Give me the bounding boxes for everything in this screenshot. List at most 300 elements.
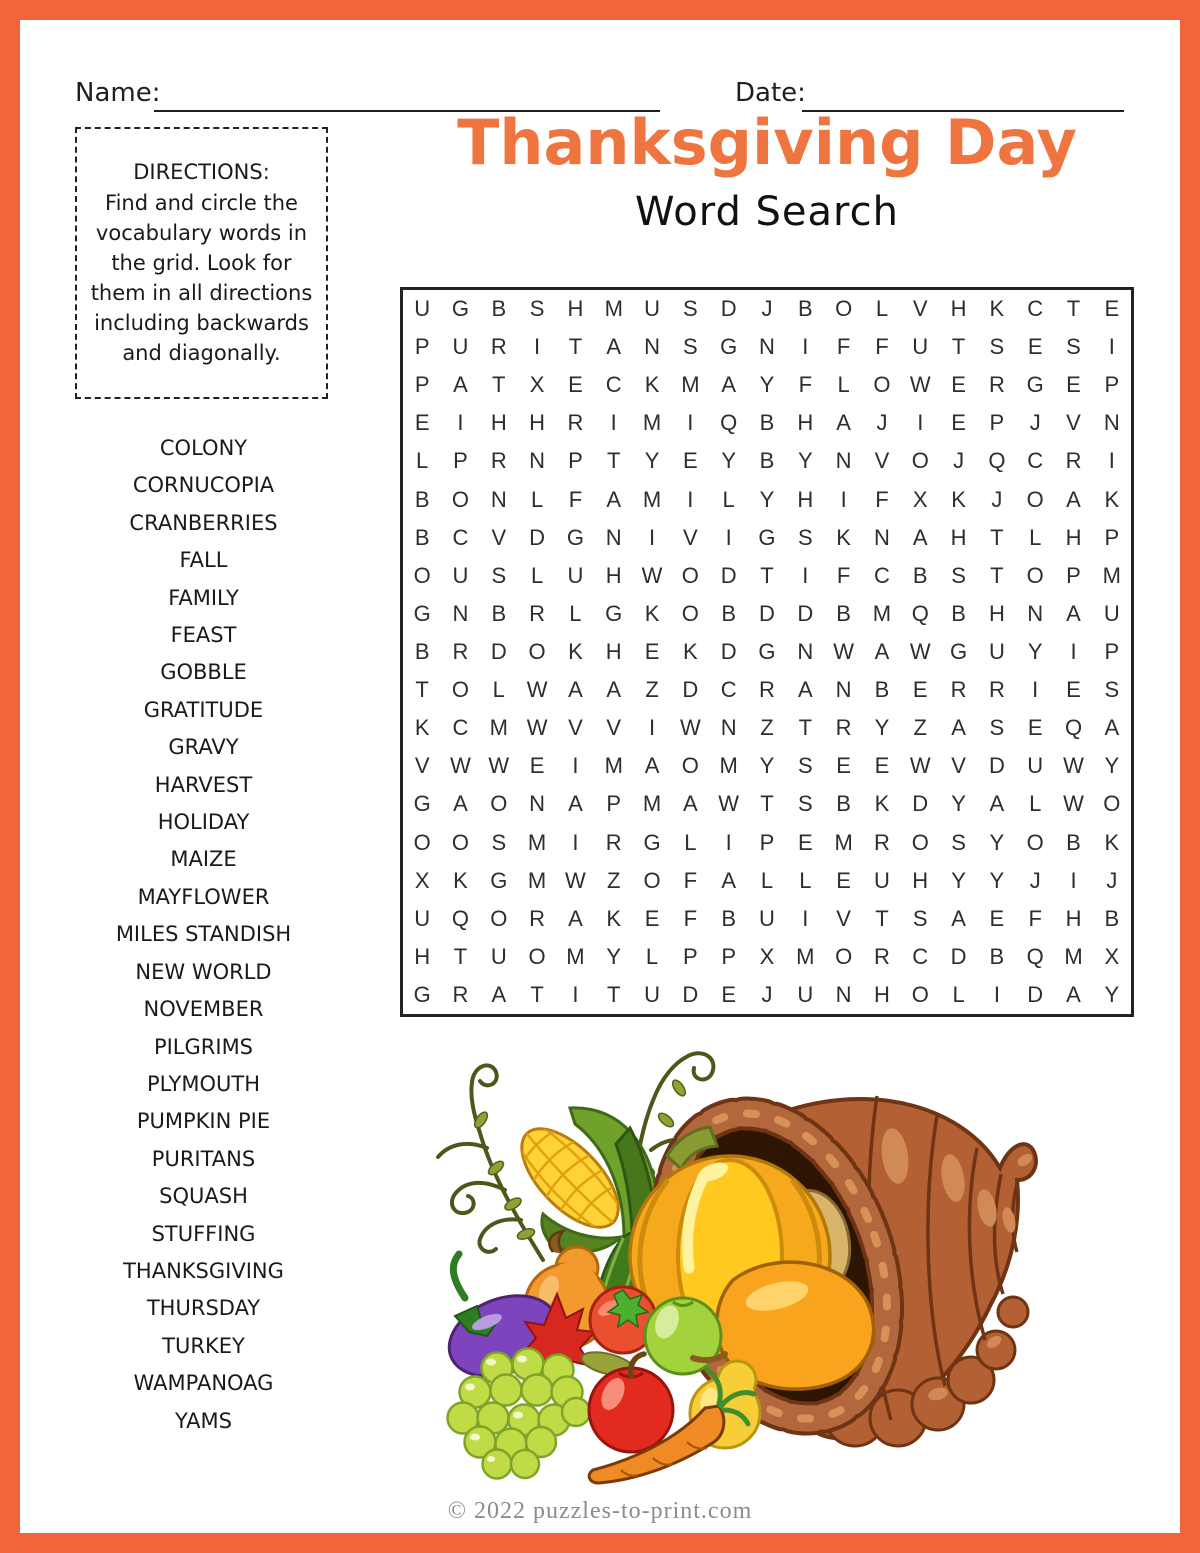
grid-cell: O — [873, 372, 891, 398]
word-list-item: THANKSGIVING — [123, 1258, 284, 1283]
grid-cell: R — [950, 677, 967, 703]
grid-cell: H — [912, 867, 929, 893]
grid-cell: S — [989, 334, 1005, 360]
grid-cell: M — [489, 715, 508, 741]
grid-cell: S — [683, 296, 698, 322]
grid-cell: M — [566, 943, 585, 969]
grid-cell: J — [1106, 867, 1118, 893]
grid-cell: P — [759, 829, 775, 855]
grid-cell: T — [530, 981, 544, 1007]
grid-cell: R — [452, 638, 469, 664]
grid-cell: E — [1104, 296, 1120, 322]
grid-cell: T — [875, 905, 889, 931]
grid-cell: N — [835, 981, 852, 1007]
grid-cell: K — [951, 486, 966, 512]
grid-cell: H — [490, 410, 507, 436]
grid-cell: C — [605, 372, 622, 398]
grid-cell: J — [991, 486, 1003, 512]
grid-cell: S — [989, 715, 1005, 741]
grid-cell: W — [909, 372, 931, 398]
grid-cell: U — [644, 981, 660, 1007]
grid-cell: C — [912, 943, 929, 969]
grid-cell: O — [911, 829, 929, 855]
grid-cell: T — [951, 334, 966, 360]
grid-cell: H — [1065, 905, 1082, 931]
page-subtitle: Word Search — [635, 189, 899, 236]
grid-cell: T — [990, 562, 1004, 588]
grid-cell: Y — [644, 448, 660, 474]
grid-cell: Z — [760, 715, 774, 741]
grid-cell: A — [453, 372, 468, 398]
grid-cell: L — [952, 981, 965, 1007]
grid-cell: R — [529, 600, 546, 626]
grid-cell: S — [797, 524, 813, 550]
grid-cell: L — [837, 372, 850, 398]
grid-cell: M — [642, 486, 662, 512]
grid-cell: V — [606, 715, 622, 741]
grid-cell: H — [529, 410, 546, 436]
word-list-item: MAIZE — [170, 847, 237, 872]
grid-cell: G — [451, 296, 470, 322]
grid-cell: G — [413, 981, 431, 1007]
word-list-item: HARVEST — [154, 772, 253, 797]
grid-cell: A — [683, 791, 698, 817]
word-list-item: NEW WORLD — [135, 959, 272, 984]
grid-cell: P — [453, 448, 468, 474]
grid-cell: S — [491, 829, 507, 855]
grid-cell: K — [644, 372, 660, 398]
grid-cell: S — [797, 791, 813, 817]
grid-cell: L — [530, 562, 544, 588]
grid-cell: R — [1065, 448, 1082, 474]
grid-cell: H — [988, 600, 1005, 626]
grid-cell: H — [950, 524, 967, 550]
grid-cell: T — [453, 943, 468, 969]
grid-cell: M — [1064, 943, 1083, 969]
grid-cell: J — [761, 981, 773, 1007]
grid-cell: G — [758, 524, 776, 550]
grid-cell: G — [566, 524, 584, 550]
grid-cell: F — [875, 486, 889, 512]
grid-cell: B — [951, 600, 966, 626]
grid-cell: O — [681, 753, 699, 779]
grid-cell: W — [641, 562, 663, 588]
grid-cell: F — [568, 486, 583, 512]
grid-cell: L — [416, 448, 429, 474]
grid-cell: N — [529, 791, 546, 817]
grid-cell: U — [873, 867, 890, 893]
grid-cell: M — [527, 829, 547, 855]
grid-cell: A — [568, 905, 583, 931]
grid-cell: K — [1104, 829, 1120, 855]
grid-cell: P — [606, 791, 622, 817]
grid-cell: L — [799, 867, 812, 893]
grid-cell: B — [759, 448, 775, 474]
grid-cell: K — [683, 638, 698, 664]
grid-cell: E — [989, 905, 1005, 931]
grid-cell: V — [491, 524, 507, 550]
grid-cell: Y — [1104, 753, 1120, 779]
grid-cell: B — [836, 791, 851, 817]
grid-cell: U — [490, 943, 507, 969]
grid-cell: N — [797, 638, 814, 664]
grid-cell: U — [567, 562, 584, 588]
grid-cell: E — [529, 753, 545, 779]
grid-cell: H — [950, 296, 967, 322]
grid-cell: O — [413, 562, 431, 588]
grid-cell: J — [1029, 867, 1041, 893]
name-label: Name: — [75, 78, 161, 108]
grid-cell: I — [687, 486, 694, 512]
grid-cell: Q — [451, 905, 470, 931]
grid-cell: W — [909, 753, 931, 779]
grid-cell: H — [605, 638, 622, 664]
grid-cell: E — [721, 981, 737, 1007]
grid-cell: K — [644, 600, 660, 626]
grid-cell: G — [1026, 372, 1044, 398]
word-list-item: CRANBERRIES — [129, 510, 278, 535]
grid-cell: E — [912, 677, 928, 703]
grid-cell: T — [607, 981, 621, 1007]
grid-cell: I — [534, 334, 541, 360]
grid-cell: A — [951, 715, 966, 741]
grid-cell: B — [414, 524, 430, 550]
word-list-item: STUFFING — [151, 1221, 256, 1246]
grid-cell: B — [491, 600, 507, 626]
grid-cell: L — [722, 486, 735, 512]
word-list-item: MAYFLOWER — [137, 884, 270, 909]
grid-cell: O — [835, 296, 853, 322]
grid-cell: U — [414, 905, 431, 931]
grid-cell: S — [529, 296, 545, 322]
grid-cell: B — [491, 296, 507, 322]
grid-cell: I — [725, 829, 732, 855]
grid-cell: Y — [721, 448, 737, 474]
grid-cell: F — [836, 334, 851, 360]
grid-cell: W — [450, 753, 471, 779]
word-list-item: THURSDAY — [146, 1296, 261, 1321]
grid-cell: D — [720, 296, 737, 322]
grid-cell: D — [529, 524, 546, 550]
grid-cell: E — [568, 372, 583, 398]
grid-cell: T — [798, 715, 813, 741]
grid-cell: E — [951, 410, 966, 436]
grid-cell: Y — [874, 715, 890, 741]
grid-cell: W — [526, 715, 548, 741]
grid-cell: M — [604, 753, 623, 779]
grid-cell: H — [797, 486, 814, 512]
word-list-item: YAMS — [174, 1408, 232, 1433]
grid-cell: I — [917, 410, 924, 436]
grid-cell: B — [797, 296, 813, 322]
grid-cell: D — [490, 638, 507, 664]
grid-cell: H — [567, 296, 584, 322]
grid-cell: J — [953, 448, 965, 474]
grid-cell: O — [528, 638, 546, 664]
grid-cell: E — [644, 638, 660, 664]
grid-cell: R — [605, 829, 622, 855]
grid-cell: I — [457, 410, 464, 436]
grid-cell: N — [644, 334, 660, 360]
grid-cell: A — [1066, 486, 1081, 512]
grid-cell: H — [414, 943, 431, 969]
grid-cell: T — [990, 524, 1004, 550]
grid-cell: D — [912, 791, 929, 817]
grid-cell: L — [1029, 791, 1042, 817]
grid-cell: G — [605, 600, 623, 626]
grid-cell: S — [1066, 334, 1081, 360]
grid-cell: O — [911, 448, 929, 474]
grid-cell: N — [873, 524, 890, 550]
grid-cell: E — [951, 372, 966, 398]
grid-cell: J — [761, 296, 773, 322]
grid-cell: Y — [759, 753, 775, 779]
grid-cell: G — [643, 829, 661, 855]
grid-cell: E — [644, 905, 660, 931]
grid-cell: N — [1027, 600, 1044, 626]
word-list-item: PUMPKIN PIE — [136, 1109, 271, 1134]
grid-cell: A — [1066, 600, 1081, 626]
grid-cell: D — [720, 638, 737, 664]
grid-cell: X — [759, 943, 775, 969]
grid-cell: H — [1065, 524, 1082, 550]
grid-cell: I — [725, 524, 732, 550]
grid-cell: U — [759, 905, 775, 931]
page-title: Thanksgiving Day — [457, 106, 1077, 179]
grid-cell: D — [950, 943, 967, 969]
grid-cell: K — [1104, 486, 1120, 512]
grid-cell: W — [718, 791, 740, 817]
grid-cell: T — [760, 791, 774, 817]
grid-cell: B — [759, 410, 775, 436]
grid-cell: I — [572, 981, 579, 1007]
grid-cell: C — [1027, 296, 1044, 322]
grid-cell: C — [452, 715, 469, 741]
copyright-text: © 2022 puzzles-to-print.com — [447, 1498, 753, 1524]
directions-heading: DIRECTIONS: — [133, 159, 270, 184]
grid-cell: E — [1027, 334, 1043, 360]
grid-cell: I — [1108, 448, 1115, 474]
grid-cell: W — [565, 867, 586, 893]
grid-cell: O — [490, 791, 508, 817]
grid-cell: R — [759, 677, 775, 703]
grid-cell: I — [802, 562, 809, 588]
grid-cell: I — [687, 410, 694, 436]
grid-cell: I — [993, 981, 1000, 1007]
grid-cell: R — [873, 829, 890, 855]
grid-cell: W — [1063, 791, 1084, 817]
grid-cell: C — [1027, 448, 1044, 474]
grid-cell: H — [797, 410, 814, 436]
grid-cell: C — [873, 562, 890, 588]
grid-cell: E — [797, 829, 813, 855]
grid-cell: S — [912, 905, 928, 931]
word-list-item: NOVEMBER — [143, 997, 264, 1022]
grid-cell: A — [912, 524, 928, 550]
grid-cell: M — [681, 372, 700, 398]
grid-cell: L — [1029, 524, 1042, 550]
grid-cell: N — [759, 334, 775, 360]
grid-cell: D — [988, 753, 1005, 779]
grid-cell: K — [836, 524, 851, 550]
grid-cell: Y — [606, 943, 622, 969]
grid-cell: Y — [989, 867, 1005, 893]
grid-cell: Y — [951, 867, 966, 893]
grid-cell: A — [491, 981, 507, 1007]
grid-cell: U — [912, 334, 929, 360]
grid-cell: Z — [645, 677, 659, 703]
grid-cell: V — [912, 296, 928, 322]
grid-cell: V — [951, 753, 966, 779]
grid-cell: R — [490, 448, 507, 474]
grid-cell: Q — [1026, 943, 1044, 969]
grid-cell: I — [610, 410, 617, 436]
grid-cell: M — [604, 296, 623, 322]
grid-cell: O — [643, 867, 661, 893]
word-list-item: PURITANS — [151, 1146, 256, 1171]
grid-cell: B — [721, 600, 737, 626]
grid-cell: P — [721, 943, 737, 969]
grid-cell: O — [1026, 829, 1044, 855]
grid-cell: Q — [911, 600, 929, 626]
grid-cell: V — [1066, 410, 1081, 436]
grid-cell: S — [951, 829, 966, 855]
grid-cell: I — [648, 524, 656, 550]
grid-cell: Z — [913, 715, 927, 741]
grid-cell: O — [1103, 791, 1121, 817]
grid-cell: E — [836, 867, 851, 893]
word-list — [75, 430, 332, 1440]
grid-cell: K — [414, 715, 430, 741]
grid-cell: D — [797, 600, 814, 626]
grid-cell: W — [909, 638, 931, 664]
grid-cell: B — [912, 562, 928, 588]
grid-cell: M — [1102, 562, 1121, 588]
grid-cell: E — [683, 448, 698, 474]
grid-cell: S — [491, 562, 507, 588]
grid-cell: G — [490, 867, 508, 893]
grid-cell: N — [605, 524, 622, 550]
grid-cell: P — [1104, 638, 1120, 664]
grid-cell: W — [833, 638, 854, 664]
grid-cell: M — [834, 829, 853, 855]
grid-cell: O — [451, 829, 470, 855]
grid-cell: A — [1066, 981, 1081, 1007]
grid-cell: L — [684, 829, 697, 855]
grid-cell: I — [1108, 334, 1115, 360]
grid-cell: A — [606, 486, 622, 512]
grid-cell: R — [988, 372, 1005, 398]
grid-cell: L — [875, 296, 889, 322]
grid-cell: P — [1066, 562, 1081, 588]
grid-cell: C — [720, 677, 737, 703]
grid-cell: Q — [720, 410, 738, 436]
grid-cell: R — [567, 410, 584, 436]
directions-body: Find and circle the vocabulary words in the grid. Look for them in all directions including backwards and diagonally. — [90, 191, 313, 365]
grid-cell: V — [683, 524, 698, 550]
date-label: Date: — [735, 78, 806, 108]
grid-cell: D — [759, 600, 775, 626]
grid-cell: B — [989, 943, 1005, 969]
grid-cell: D — [1027, 981, 1044, 1007]
grid-cell: V — [568, 715, 583, 741]
grid-cell: R — [452, 981, 469, 1007]
grid-cell: A — [644, 753, 660, 779]
grid-cell: R — [529, 905, 546, 931]
grid-cell: D — [720, 562, 737, 588]
grid-cell: F — [683, 905, 698, 931]
grid-cell: A — [453, 791, 468, 817]
grid-cell: U — [1103, 600, 1120, 626]
grid-cell: L — [645, 943, 659, 969]
grid-cell: M — [872, 600, 892, 626]
grid-cell: O — [911, 981, 929, 1007]
word-list-item: TURKEY — [162, 1333, 245, 1358]
grid-cell: W — [488, 753, 510, 779]
grid-cell: E — [1066, 372, 1081, 398]
grid-cell: B — [414, 486, 430, 512]
grid-cell: I — [572, 753, 579, 779]
grid-cell: P — [414, 334, 430, 360]
grid-cell: T — [415, 677, 429, 703]
grid-cell: M — [719, 753, 738, 779]
grid-cell: O — [451, 486, 470, 512]
grid-cell: J — [1029, 410, 1041, 436]
grid-cell: F — [875, 334, 889, 360]
grid-cell: O — [490, 905, 508, 931]
grid-cell: R — [873, 943, 890, 969]
grid-cell: K — [453, 867, 468, 893]
word-list-item: SQUASH — [159, 1184, 248, 1209]
grid-cell: M — [642, 791, 662, 817]
grid-cell: U — [644, 296, 660, 322]
grid-cell: W — [526, 677, 548, 703]
grid-cell: A — [721, 372, 737, 398]
word-list-item: GRATITUDE — [143, 697, 264, 722]
grid-cell: T — [607, 448, 621, 474]
grid-cell: X — [414, 867, 430, 893]
word-list-item: CORNUCOPIA — [132, 473, 275, 498]
grid-cell: A — [606, 334, 622, 360]
grid-cell: S — [951, 562, 966, 588]
grid-cell: S — [683, 334, 698, 360]
grid-cell: L — [530, 486, 544, 512]
grid-cell: T — [760, 562, 774, 588]
grid-cell: T — [492, 372, 506, 398]
grid-cell: O — [528, 943, 546, 969]
grid-cell: I — [1070, 867, 1077, 893]
grid-cell: I — [802, 905, 809, 931]
grid-cell: V — [874, 448, 890, 474]
grid-cell: Y — [1104, 981, 1120, 1007]
grid-cell: X — [529, 372, 545, 398]
grid-cell: A — [989, 791, 1005, 817]
grid-cell: Z — [607, 867, 621, 893]
grid-cell: B — [1066, 829, 1081, 855]
grid-cell: I — [648, 715, 656, 741]
directions-box — [75, 127, 328, 399]
grid-cell: K — [568, 638, 583, 664]
grid-cell: P — [989, 410, 1005, 436]
word-list-item: FEAST — [170, 623, 237, 648]
grid-cell: L — [569, 600, 582, 626]
grid-cell: A — [797, 677, 813, 703]
grid-cell: I — [1032, 677, 1039, 703]
grid-cell: Y — [797, 448, 813, 474]
grid-cell: R — [988, 677, 1005, 703]
grid-cell: Y — [951, 791, 966, 817]
grid-cell: V — [414, 753, 430, 779]
